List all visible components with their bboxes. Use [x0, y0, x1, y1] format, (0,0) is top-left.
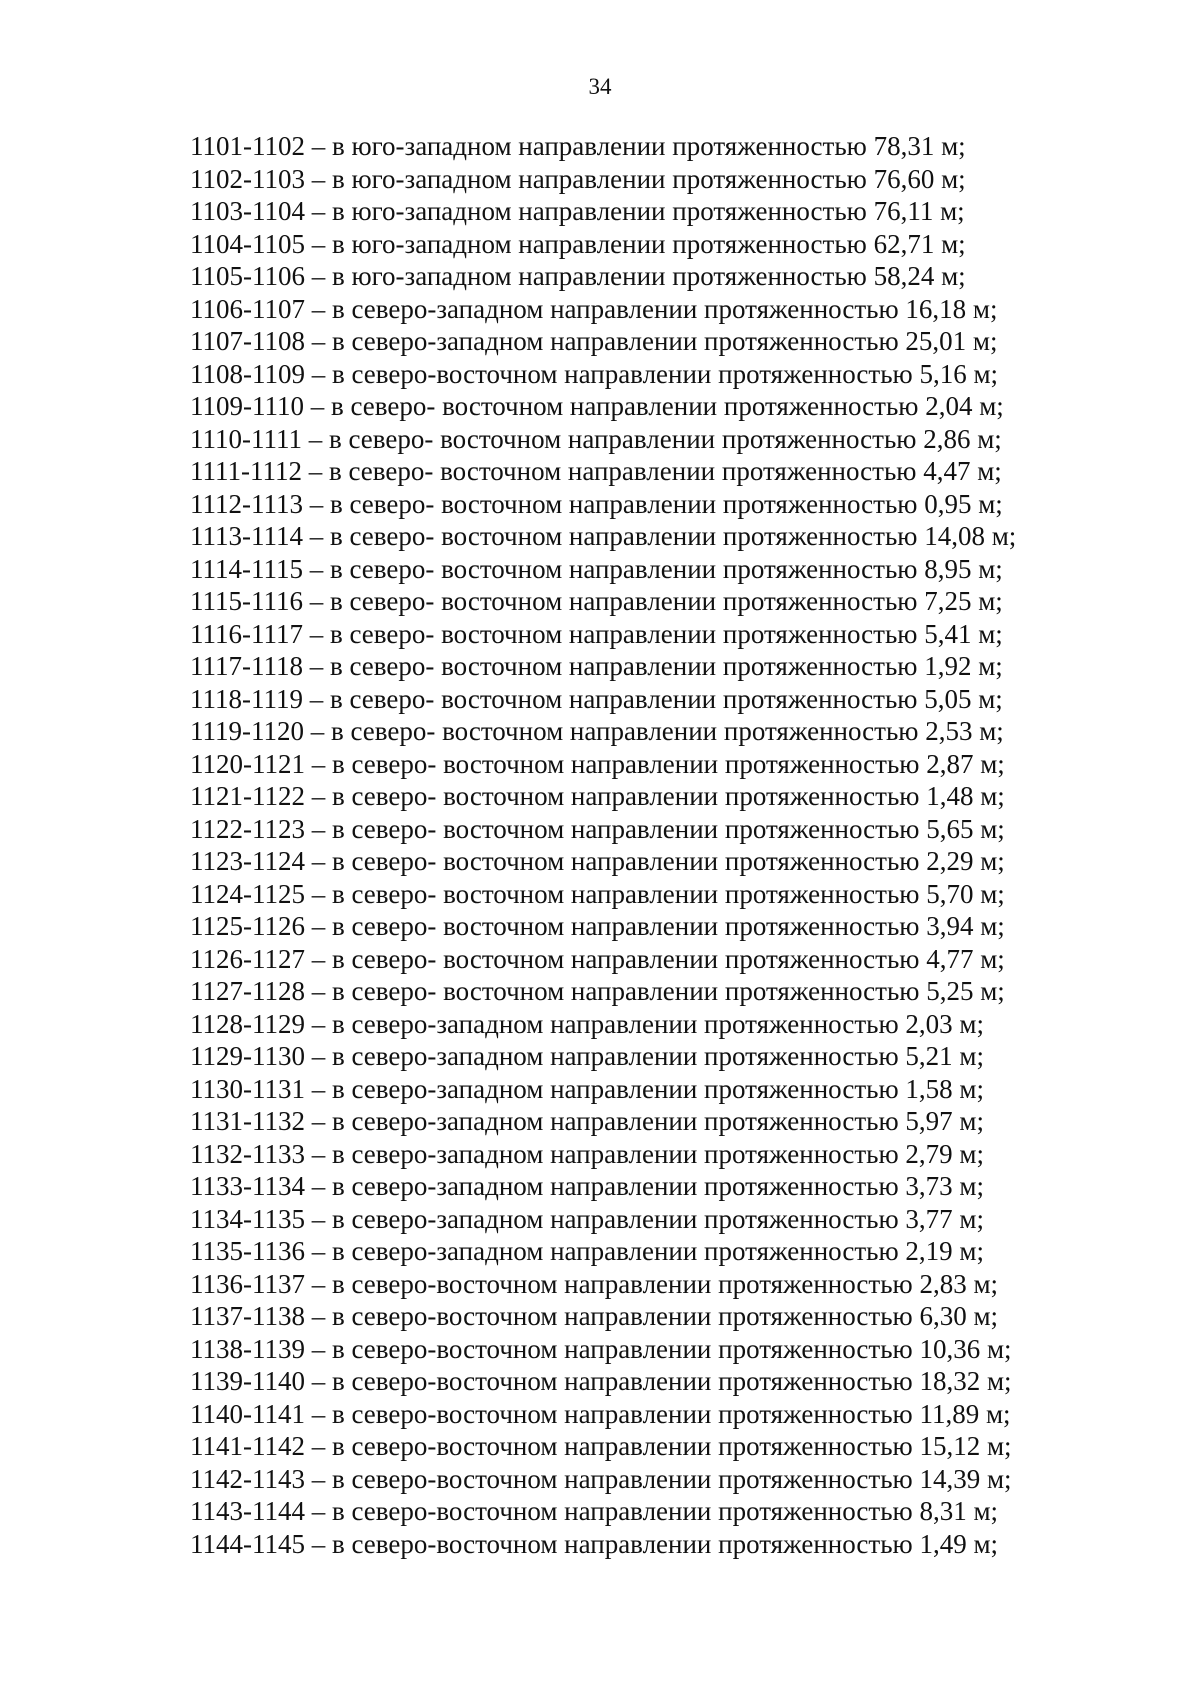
- segment-line: 1125-1126 – в северо- восточном направлении протяженностью 3,94 м;: [190, 911, 1005, 941]
- segment-line: 1144-1145 – в северо-восточном направлении протяженностью 1,49 м;: [190, 1528, 999, 1559]
- segment-line: 1121-1122 – в северо- восточном направлении протяженностью 1,48 м;: [190, 781, 1005, 811]
- segment-line: 1126-1127 – в северо- восточном направлении протяженностью 4,77 м;: [190, 943, 1005, 974]
- segment-line: 1127-1128 – в северо- восточном направлении протяженностью 5,25 м;: [190, 976, 1005, 1006]
- segment-line: 1140-1141 – в северо-восточном направлении протяженностью 11,89 м;: [190, 1398, 1011, 1429]
- segment-line: 1136-1137 – в северо-восточном направлении протяженностью 2,83 м;: [190, 1268, 999, 1299]
- segment-line: 1104-1105 – в юго-западном направлении протяженностью 62,71 м;: [190, 228, 966, 259]
- segment-line: 1118-1119 – в северо- восточном направлении протяженностью 5,05 м;: [190, 683, 1003, 714]
- segment-line: 1117-1118 – в северо- восточном направлении протяженностью 1,92 м;: [190, 651, 1003, 681]
- segment-line: 1116-1117 – в северо- восточном направлении протяженностью 5,41 м;: [190, 618, 1003, 649]
- segment-line: 1102-1103 – в юго-западном направлении протяженностью 76,60 м;: [190, 163, 966, 194]
- segment-line: 1120-1121 – в северо- восточном направлении протяженностью 2,87 м;: [190, 748, 1005, 779]
- segment-line: 1138-1139 – в северо-восточном направлении протяженностью 10,36 м;: [190, 1333, 1012, 1364]
- segment-line: 1107-1108 – в северо-западном направлении протяженностью 25,01 м;: [190, 326, 998, 356]
- segment-line: 1115-1116 – в северо- восточном направлении протяженностью 7,25 м;: [190, 586, 1003, 616]
- segment-line: 1106-1107 – в северо-западном направлении протяженностью 16,18 м;: [190, 293, 998, 324]
- segment-line: 1122-1123 – в северо- восточном направлении протяженностью 5,65 м;: [190, 813, 1005, 844]
- segment-line: 1109-1110 – в северо- восточном направлении протяженностью 2,04 м;: [190, 391, 1004, 421]
- segment-line: 1134-1135 – в северо-западном направлении протяженностью 3,77 м;: [190, 1203, 984, 1234]
- segment-line: 1108-1109 – в северо-восточном направлении протяженностью 5,16 м;: [190, 358, 999, 389]
- segment-line: 1110-1111 – в северо- восточном направлении протяженностью 2,86 м;: [190, 423, 1002, 454]
- segment-line: 1132-1133 – в северо-западном направлении протяженностью 2,79 м;: [190, 1138, 984, 1169]
- segment-line: 1101-1102 – в юго-западном направлении протяженностью 78,31 м;: [190, 131, 966, 161]
- segment-line: 1112-1113 – в северо- восточном направлении протяженностью 0,95 м;: [190, 488, 1003, 519]
- segment-line: 1114-1115 – в северо- восточном направлении протяженностью 8,95 м;: [190, 553, 1003, 584]
- segment-line: 1128-1129 – в северо-западном направлении протяженностью 2,03 м;: [190, 1008, 984, 1039]
- segment-line: 1143-1144 – в северо-восточном направлении протяженностью 8,31 м;: [190, 1496, 999, 1526]
- segment-line: 1113-1114 – в северо- восточном направлении протяженностью 14,08 м;: [190, 521, 1017, 551]
- segment-line: 1105-1106 – в юго-западном направлении протяженностью 58,24 м;: [190, 261, 966, 291]
- segment-line: 1111-1112 – в северо- восточном направлении протяженностью 4,47 м;: [190, 456, 1002, 486]
- segment-line: 1103-1104 – в юго-западном направлении протяженностью 76,11 м;: [190, 196, 965, 226]
- segment-line: 1137-1138 – в северо-восточном направлении протяженностью 6,30 м;: [190, 1301, 999, 1331]
- segment-line: 1129-1130 – в северо-западном направлении протяженностью 5,21 м;: [190, 1041, 984, 1071]
- segment-line: 1133-1134 – в северо-западном направлении протяженностью 3,73 м;: [190, 1171, 984, 1201]
- segment-line: 1130-1131 – в северо-западном направлении протяженностью 1,58 м;: [190, 1073, 984, 1104]
- segment-line: 1135-1136 – в северо-западном направлении протяженностью 2,19 м;: [190, 1236, 984, 1266]
- boundary-segment-list: [190, 130, 1090, 1560]
- page-number: 34: [588, 74, 612, 99]
- segment-line: 1119-1120 – в северо- восточном направлении протяженностью 2,53 м;: [190, 716, 1004, 746]
- segment-line: 1131-1132 – в северо-западном направлении протяженностью 5,97 м;: [190, 1106, 984, 1136]
- segment-line: 1142-1143 – в северо-восточном направлении протяженностью 14,39 м;: [190, 1463, 1012, 1494]
- segment-line: 1139-1140 – в северо-восточном направлении протяженностью 18,32 м;: [190, 1366, 1012, 1396]
- segment-line: 1123-1124 – в северо- восточном направлении протяженностью 2,29 м;: [190, 846, 1005, 876]
- segment-line: 1124-1125 – в северо- восточном направлении протяженностью 5,70 м;: [190, 878, 1005, 909]
- segment-line: 1141-1142 – в северо-восточном направлении протяженностью 15,12 м;: [190, 1431, 1012, 1461]
